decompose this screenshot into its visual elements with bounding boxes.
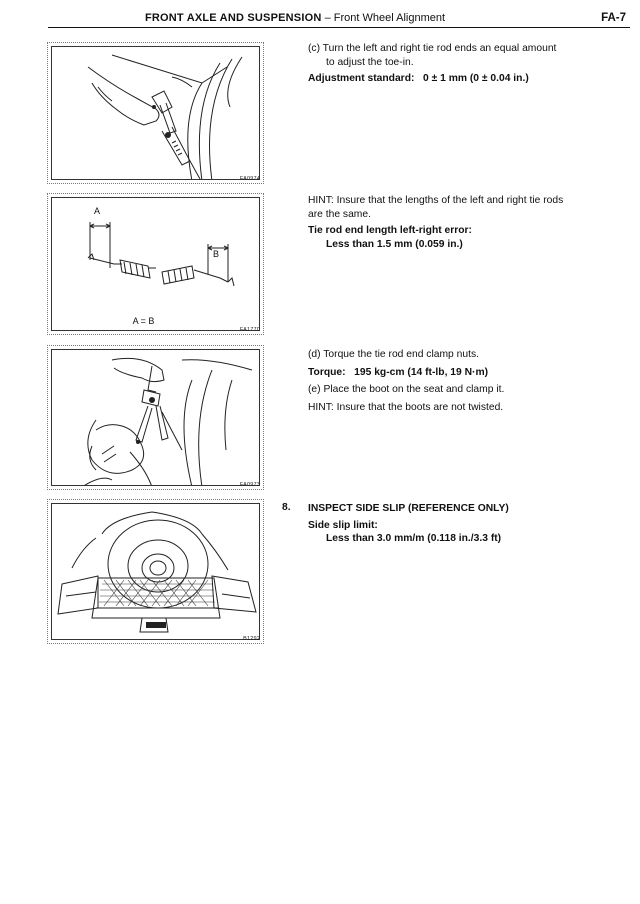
torque-value: 195 kg-cm (14 ft-lb, 19 N·m): [354, 366, 489, 378]
subsection-title: Front Wheel Alignment: [333, 12, 446, 24]
side-slip-limit-value: Less than 3.0 mm/m (0.118 in./3.3 ft): [326, 533, 502, 544]
hint-tie-rod-length: [308, 194, 613, 251]
error-value: Less than 1.5 mm (0.059 in.): [326, 238, 463, 250]
illustration-side-slip-tester: [52, 504, 260, 640]
adjustment-standard: [308, 72, 613, 86]
header-dash: –: [324, 12, 331, 24]
figure-frame: [51, 503, 260, 640]
torque-label: Torque:: [308, 366, 346, 378]
page-header: [0, 0, 640, 30]
figure-tie-rod-length: [47, 193, 264, 335]
step-8-title: INSPECT SIDE SLIP (REFERENCE ONLY): [308, 503, 509, 514]
illustration-wrench-tie-rod: [52, 47, 260, 180]
figure-code: FA0974: [239, 176, 260, 182]
hint-boots: HINT: Insure that the boots are not twisted.: [308, 401, 504, 413]
figure-frame: [51, 197, 260, 331]
adjustment-standard-label: Adjustment standard:: [308, 73, 415, 84]
figure-frame: [51, 46, 260, 180]
step-d-block: [308, 348, 613, 414]
dimension-label-b: B: [213, 249, 220, 259]
error-label: Tie rod end length left-right error:: [308, 225, 472, 236]
section-title: FRONT AXLE AND SUSPENSION: [144, 12, 322, 24]
header-rule: [48, 27, 630, 28]
adjustment-standard-value: 0 ± 1 mm (0 ± 0.04 in.): [423, 73, 529, 84]
figure-code: FA1770: [239, 327, 260, 333]
illustration-torque-clamp: [52, 350, 260, 486]
step-c-text: (c) Turn the left and right tie rod ends an equal amount: [308, 43, 557, 54]
figure-torque-clamp: [47, 345, 264, 490]
torque-spec: [308, 366, 613, 380]
figure-frame: [51, 349, 260, 486]
step-e-text: (e) Place the boot on the seat and clamp it.: [308, 384, 505, 395]
step-c-text-cont: to adjust the toe-in.: [326, 56, 414, 68]
figure-wrench-tie-rod: [47, 42, 264, 184]
dimension-label-a: A: [94, 206, 101, 216]
step-d-text: (d) Torque the tie rod end clamp nuts.: [308, 349, 479, 360]
header-title: [0, 12, 590, 24]
hint-text-cont: are the same.: [308, 208, 371, 220]
side-slip-limit-label: Side slip limit:: [308, 519, 378, 531]
hint-text: HINT: Insure that the lengths of the left and right tie rods: [308, 195, 564, 206]
figure-side-slip-tester: [47, 499, 264, 644]
figure-code: FA0973: [239, 482, 260, 488]
step-c-block: [308, 42, 613, 86]
figure-caption: A = B: [132, 316, 155, 326]
figure-code: B1292: [243, 636, 260, 642]
page-number: FA-7: [601, 12, 626, 24]
step-8-number: 8.: [282, 502, 291, 513]
illustration-tie-rod-length: [52, 198, 260, 331]
step-8-block: [308, 502, 613, 546]
